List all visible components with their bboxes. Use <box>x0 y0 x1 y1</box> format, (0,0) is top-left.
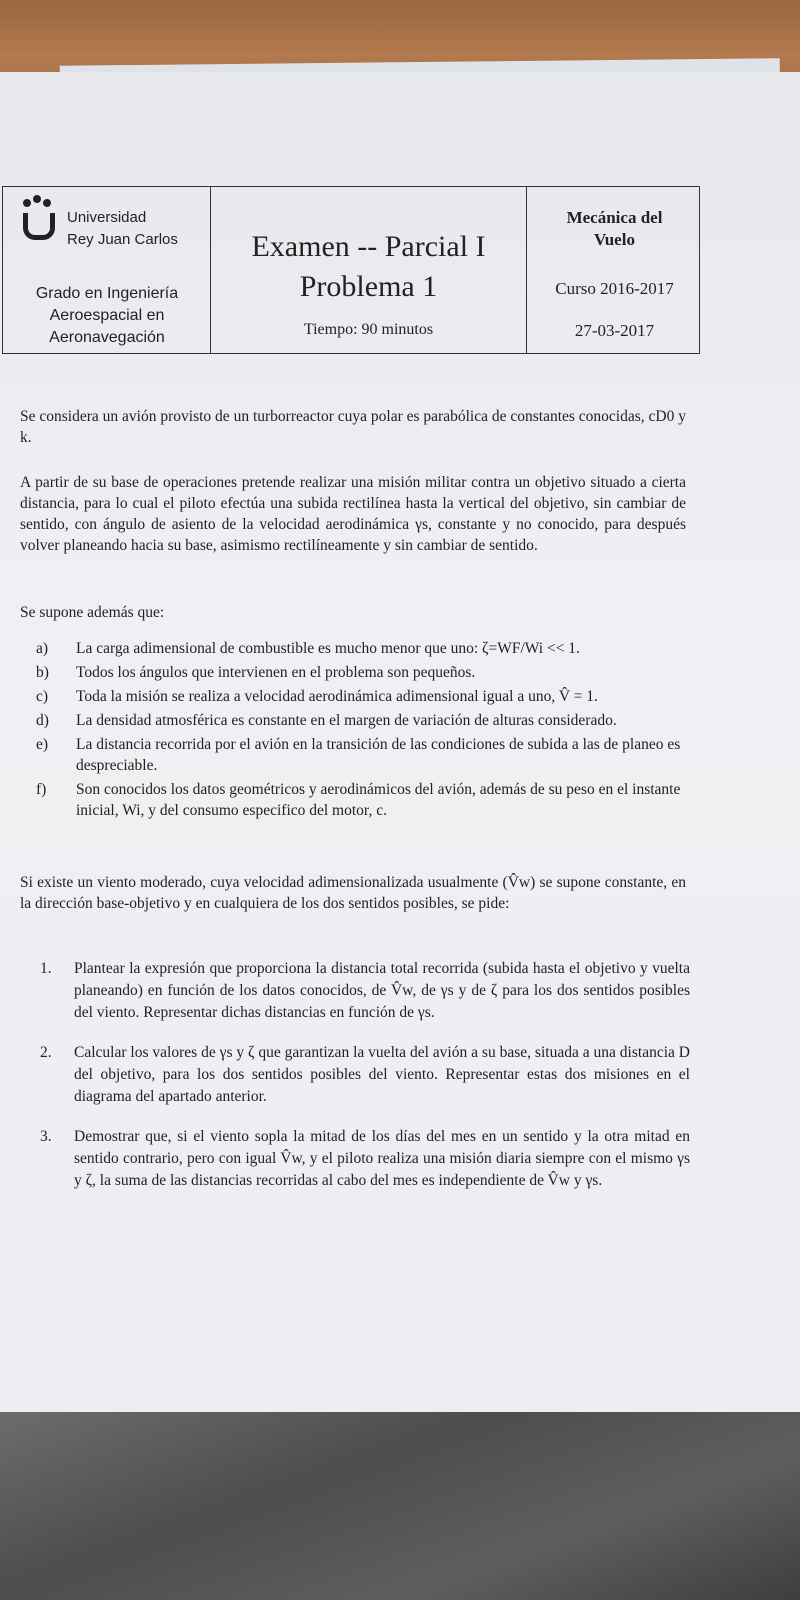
intro-paragraph: Se considera un avión provisto de un turborreactor cuya polar es parabólica de constantes conocidas, cD0 y k. <box>20 408 686 446</box>
header-table <box>2 186 700 354</box>
header-left-cell <box>3 187 211 353</box>
degree-name: Grado en Ingeniería Aeroespacial en Aeronavegación <box>35 285 179 346</box>
list-item: b) Todos los ángulos que intervienen en el problema son pequeños. <box>36 664 476 681</box>
mission-paragraph: A partir de su base de operaciones pretende realizar una misión militar contra un objetivo situado a cierta distancia, para lo cual el piloto efectúa una subida rectilínea hasta la vertical del objetivo, sin cambiar de sentido, con ángulo de asiento de la velocidad aerodinámica γs, constante y no conocido, para después volver planeando hacia su base, asimismo rectilíneamente y sin cambiar de sentido. <box>20 474 686 554</box>
header-right-cell <box>526 187 701 353</box>
list-item: 3. Demostrar que, si el viento sopla la mitad de los días del mes en un sentido y la otra mitad en sentido contrario, pero con igual V̂w, y el piloto realiza una misión diaria siempre con el mismo γs y ζ, la suma de las distancias recorridas al cabo del mes es independiente de V̂w y γs. <box>40 1128 690 1189</box>
list-item: 2. Calcular los valores de γs y ζ que garantizan la vuelta del avión a su base, situada a una distancia D del objetivo, para los dos sentidos posibles del viento. Representar estas dos misiones en el diagrama del apartado anterior. <box>40 1044 690 1105</box>
list-item: 1. Plantear la expresión que proporciona la distancia total recorrida (subida hasta el objetivo y vuelta planeando) en función de los datos conocidos, de V̂w, de γs y de ζ para los dos sentidos posibles del viento. Representar dichas distancias en función de γs. <box>40 960 690 1021</box>
exam-title: Examen -- Parcial I Problema 1 <box>251 230 486 303</box>
university-name: Universidad Rey Juan Carlos <box>67 209 178 248</box>
questions-list <box>40 958 690 1210</box>
list-item: c) Toda la misión se realiza a velocidad aerodinámica adimensional igual a uno, V̂ = 1. <box>36 688 598 705</box>
fabric-background <box>0 1395 800 1600</box>
list-item: a) La carga adimensional de combustible es mucho menor que uno: ζ=WF/Wi << 1. <box>36 640 580 657</box>
academic-year: Curso 2016-2017 <box>555 279 674 298</box>
list-item: d) La densidad atmosférica es constante en el margen de variación de alturas considerado. <box>36 712 617 729</box>
list-item: e) La distancia recorrida por el avión en la transición de las condiciones de subida a las de planeo es despreciable. <box>36 736 681 774</box>
exam-time: Tiempo: 90 minutos <box>303 321 434 338</box>
exam-date: 27-03-2017 <box>574 321 655 340</box>
assumptions-list <box>36 638 686 824</box>
course-name: Mecánica del Vuelo <box>566 208 663 249</box>
list-item: f) Son conocidos los datos geométricos y aerodinámicos del avión, además de su peso en el instante inicial, Wi, y del consumo especifico del motor, c. <box>36 781 681 819</box>
university-logo-icon <box>21 195 57 243</box>
exam-sheet <box>0 72 800 1412</box>
assumptions-intro: Se supone además que: <box>20 604 165 621</box>
wind-paragraph: Si existe un viento moderado, cuya velocidad adimensionalizada usualmente (V̂w) se supone constante, en la dirección base-objetivo y en cualquiera de los dos sentidos posibles, se pide: <box>20 874 686 912</box>
